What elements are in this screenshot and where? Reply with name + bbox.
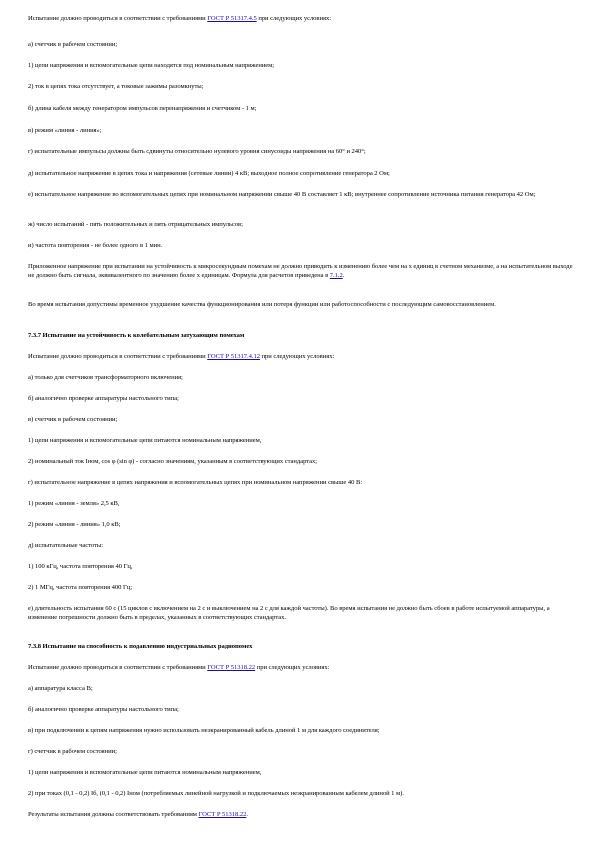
paragraph: Во время испытания допустимы временное ухудшение качества функционирования или потеря функции или работоспособности с последующим самовосстановлением. xyxy=(28,301,496,308)
paragraph: е) испытательное напряжение во вспомогательных цепях при номинальном напряжении свыше 40 В составляет 1 кВ; внутреннее сопротивление источника питания генератора 42 Ом; xyxy=(28,191,536,198)
paragraph: Результаты испытания должны соответствовать требованиям ГОСТ Р 51318.22. xyxy=(28,811,248,818)
paragraph: д) испытательное напряжение в цепях тока и напряжения (сетевые линии) 4 кВ; выходное полное сопротивление генератора 2 Ом; xyxy=(28,170,390,177)
paragraph: 2) 1 МГц, частота повторения 400 Гц; xyxy=(28,584,133,591)
section-heading: 7.3.8 Испытание на способность к подавлению индустриальных радиопомех xyxy=(28,643,253,650)
paragraph: а) счетчик в рабочем состоянии; xyxy=(28,41,118,48)
paragraph: и) частота повторения - не более одного в 1 мин. xyxy=(28,242,163,249)
paragraph: ж) число испытаний - пять положительных и пять отрицательных импульсов; xyxy=(28,221,243,228)
gost-link[interactable]: ГОСТ Р 51317.4.12 xyxy=(207,353,260,360)
paragraph: г) испытательные импульсы должны быть сдвинуты относительно нулевого уровня синусоиды напряжения на 60° и 240°; xyxy=(28,148,366,155)
paragraph: Испытание должно проводиться в соответствии с требованиями ГОСТ Р 51318.22 при следующих условиях: xyxy=(28,664,330,671)
gost-link[interactable]: ГОСТ Р 51317.4.5 xyxy=(207,15,257,22)
section-link[interactable]: 7.1.2 xyxy=(329,271,343,279)
paragraph: г) испытательное напряжение в цепях напряжения и вспомогательных цепях при номинальном напряжении свыше 40 В: xyxy=(28,479,363,486)
paragraph: 2) номинальный ток Iном, cos φ (sin φ) - согласно значениям, указанным в соответствующих стандартах; xyxy=(28,458,318,465)
paragraph: 1) режим «линия - земля» 2,5 кВ, xyxy=(28,500,120,507)
paragraph: 1) 100 кГц, частота повторения 40 Гц, xyxy=(28,563,133,570)
paragraph: а) аппаратура класса В; xyxy=(28,685,93,692)
paragraph: 2) режим «линия - линия» 1,0 кВ; xyxy=(28,521,121,528)
paragraph: 1) цепи напряжения и вспомогательные цепи питаются номинальным напряжением, xyxy=(28,769,262,776)
paragraph: д) испытательные частоты: xyxy=(28,542,104,549)
paragraph: е) длительность испытания 60 с (15 циклов с включением на 2 с и выключением на 2 с для каждой частоты). Во время испытания не должно быть сбоев в работе испытуемой аппаратуры, а изменение погрешности должно быть в пределах, указанных в соответствующих стандартах. xyxy=(28,605,550,621)
paragraph: б) длина кабеля между генератором импульсов перенапряжения и счетчиком - 1 м; xyxy=(28,105,257,112)
paragraph: 1) цепи напряжения и вспомогательные цепи находятся под номинальным напряжением; xyxy=(28,62,275,69)
paragraph: 1) цепи напряжения и вспомогательные цепи питаются номинальным напряжением, xyxy=(28,437,262,444)
paragraph: Приложенное напряжение при испытании на устойчивость к микросекундным помехам не должно приводить к изменению более чем на х единиц в счетном механизме, а на испытательном выходе не должно быть сигнала, эквивалентного по значению более х единицам. Формула для расчетов приведена в 7.1.2. xyxy=(28,263,573,279)
section-heading: 7.3.7 Испытание на устойчивость к колебательным затухающим помехам xyxy=(28,332,245,339)
gost-link[interactable]: ГОСТ Р 51318.22 xyxy=(198,811,247,818)
paragraph: б) аналогично проверке аппаратуры настольного типа; xyxy=(28,706,179,713)
gost-link[interactable]: ГОСТ Р 51318.22 xyxy=(207,664,256,671)
paragraph: г) счетчик в рабочем состоянии; xyxy=(28,748,117,755)
paragraph: Испытание должно проводиться в соответствии с требованиями ГОСТ Р 51317.4.12 при следующих условиях: xyxy=(28,353,335,360)
paragraph: в) при подключении к цепям напряжения нужно использовать неэкранированный кабель длиной 1 м для каждого соединителя; xyxy=(28,727,380,734)
paragraph: 2) ток в цепях тока отсутствует, а токовые зажимы разомкнуты; xyxy=(28,83,204,90)
paragraph: Испытание должно проводиться в соответствии с требованиями ГОСТ Р 51317.4.5 при следующих условиях: xyxy=(28,15,331,22)
paragraph: в) режим «линия - линия»; xyxy=(28,127,102,134)
paragraph: б) аналогично проверке аппаратуры настольного типа; xyxy=(28,395,179,402)
paragraph: а) только для счетчиков трансформаторного включения; xyxy=(28,374,183,381)
paragraph: в) счетчик в рабочем состоянии; xyxy=(28,416,118,423)
paragraph: 2) при токах (0,1 - 0,2) Iб, (0,1 - 0,2) Iном (потребляемых линейной нагрузкой и подключаемых неэкранированным кабелем длиной 1 м). xyxy=(28,790,404,797)
